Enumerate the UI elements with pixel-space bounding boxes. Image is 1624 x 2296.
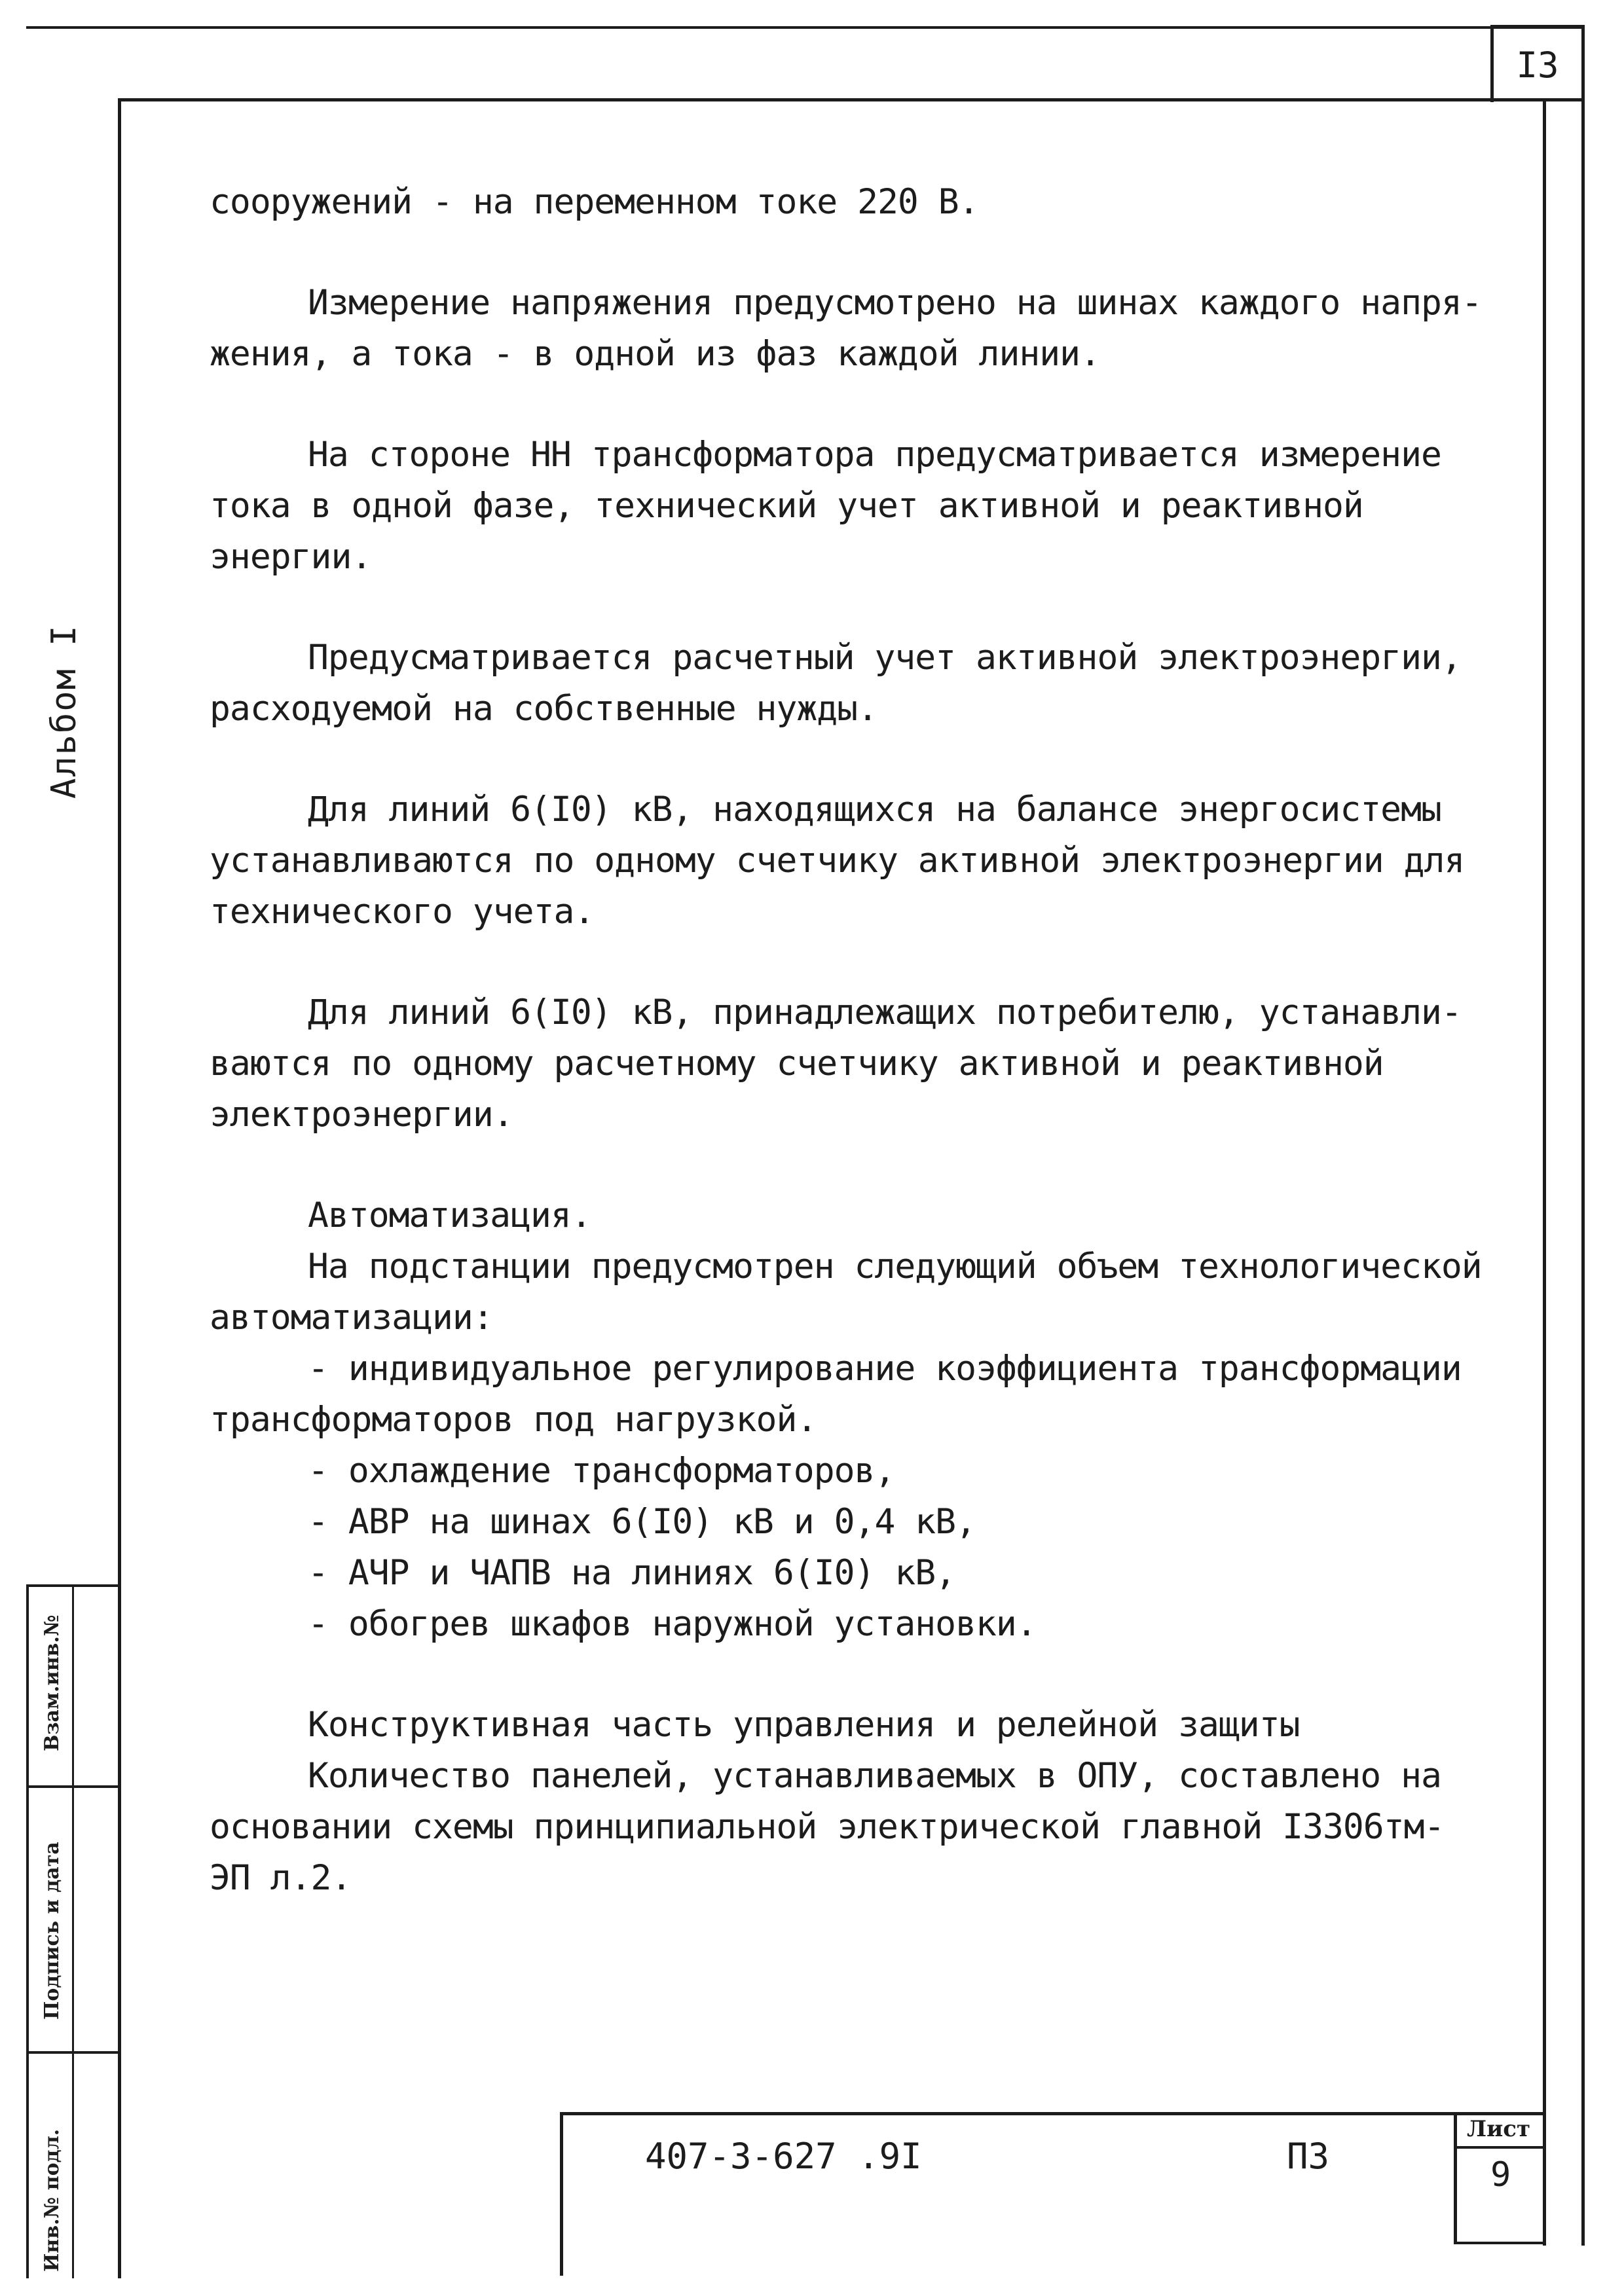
text-line: Для линий 6(I0) кВ, принадлежащих потребителю, устанавли- <box>308 993 1462 1032</box>
document-type: ПЗ <box>1287 2136 1330 2177</box>
stub-left <box>26 1584 29 2278</box>
frame-top <box>119 98 1585 101</box>
list-item: - АВР на шинах 6(I0) кВ и 0,4 кВ, <box>308 1502 976 1542</box>
sheet-number: 9 <box>1490 2155 1511 2195</box>
text-line: На подстанции предусмотрен следующий объем технологической <box>308 1247 1482 1286</box>
title-block-top <box>560 2112 1545 2115</box>
list-item: - обогрев шкафов наружной установки. <box>308 1604 1037 1644</box>
stub-sep-1 <box>26 1785 119 1788</box>
title-block-sheet-divider <box>1454 2112 1457 2243</box>
signature-date-label: Подпись и дата <box>41 1842 64 2020</box>
text-line: На стороне НН трансформатора предусматривается измерение <box>308 435 1441 475</box>
section-heading: Автоматизация. <box>308 1195 591 1235</box>
text-line: Измерение напряжения предусмотрено на шинах каждого напря- <box>308 283 1482 323</box>
section-heading: Конструктивная часть управления и релейной защиты <box>308 1705 1300 1745</box>
text-line: Предусматривается расчетный учет активной электроэнергии, <box>308 638 1462 678</box>
text-line: устанавливаются по одному счетчику активной электроэнергии для <box>210 841 1465 881</box>
document-code: 407-3-627 .9I <box>645 2136 922 2177</box>
text-line: Количество панелей, устанавливаемых в ОПУ, составлено на <box>308 1756 1441 1796</box>
text-line: автоматизации: <box>210 1298 493 1338</box>
inv-replace-label: Взам.инв.№ <box>41 1614 64 1751</box>
title-block-bottom <box>1454 2242 1545 2244</box>
text-line: расходуемой на собственные нужды. <box>210 689 877 729</box>
stub-sep-2 <box>26 2051 119 2054</box>
inv-original-label: Инв.№ подл. <box>41 2128 64 2272</box>
top-rule <box>26 26 1585 29</box>
frame-right <box>1543 98 1546 2246</box>
text-line: энергии. <box>210 537 372 577</box>
text-line: трансформаторов под нагрузкой. <box>210 1400 817 1440</box>
list-item: - АЧР и ЧАПВ на линиях 6(I0) кВ, <box>308 1553 956 1593</box>
page-number <box>1490 25 1585 102</box>
frame-outer-right <box>1581 98 1585 2246</box>
stub-divider <box>72 1584 74 2278</box>
list-item: - охлаждение трансформаторов, <box>308 1451 895 1491</box>
title-block-sheet-sep <box>1454 2146 1545 2149</box>
list-item: - индивидуальное регулирование коэффициента трансформации <box>308 1349 1462 1389</box>
text-line: тока в одной фазе, технический учет активной и реактивной <box>210 486 1363 526</box>
text-line: электроэнергии. <box>210 1095 513 1135</box>
text-line: ЭП л.2. <box>210 1858 352 1898</box>
page-number-text: I3 <box>1516 45 1559 86</box>
text-line: жения, а тока - в одной из фаз каждой линии. <box>210 334 1100 374</box>
album-label: Альбом I <box>45 624 84 799</box>
text-line: основании схемы принципиальной электрической главной I3306тм- <box>210 1807 1445 1847</box>
text-line: ваются по одному расчетному счетчику активной и реактивной <box>210 1044 1384 1084</box>
text-line: сооружений - на переменном токе 220 В. <box>210 182 979 222</box>
text-line: Для линий 6(I0) кВ, находящихся на балансе энергосистемы <box>308 790 1441 829</box>
text-line: технического учета. <box>210 892 595 932</box>
sheet-label: Лист <box>1467 2116 1531 2142</box>
title-block-left <box>560 2112 563 2276</box>
document-body <box>210 177 1493 1904</box>
frame-left <box>118 98 121 2278</box>
